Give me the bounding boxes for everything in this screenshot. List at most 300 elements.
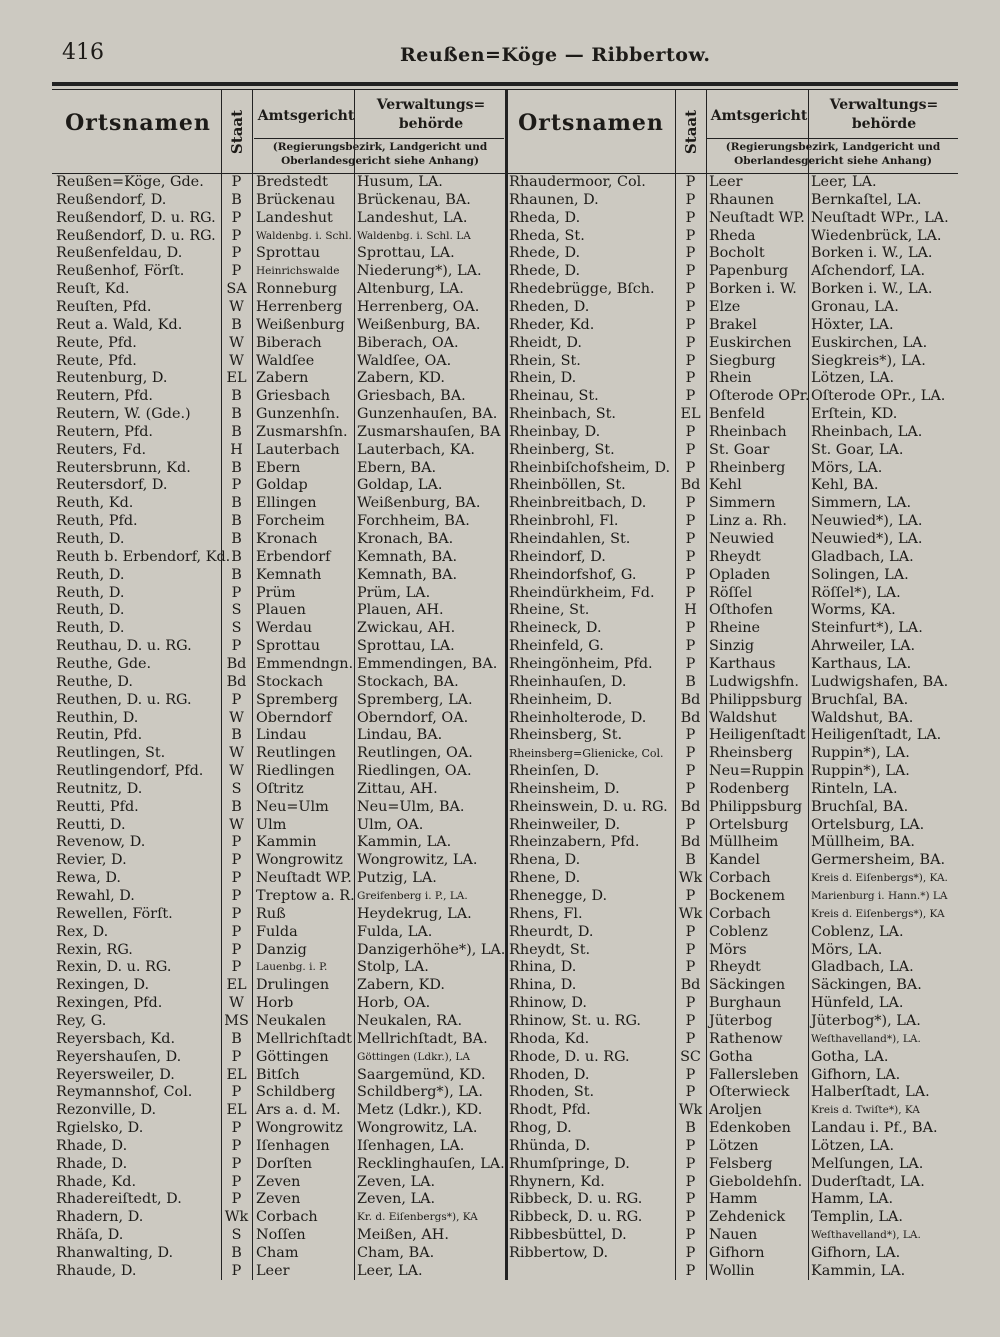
state-code: P (685, 352, 696, 369)
table-row (0, 1120, 1000, 1138)
verwaltungsbehoerde: Erſtein, KD. (811, 406, 898, 423)
state-code: P (685, 1245, 696, 1261)
verwaltungsbehoerde: Bernkaſtel, LA. (811, 191, 922, 208)
place-name: Reußendorf, D. u. RG. (56, 209, 216, 226)
state-code: P (685, 1173, 696, 1190)
table-row (0, 781, 1000, 799)
place-name: Reuſt, Kd. (56, 281, 130, 298)
table-row (0, 1049, 1000, 1067)
verwaltungsbehoerde: Zittau, AH. (357, 780, 438, 797)
place-name: Ribbertow, D. (509, 1245, 609, 1261)
verwaltungsbehoerde: Biberach, OA. (357, 334, 459, 351)
state-code: MS (224, 1012, 249, 1029)
amtsgericht: Oſterode OPr. (709, 388, 810, 405)
verwaltungsbehoerde: Zusmarshauſen, BA (357, 423, 501, 440)
place-name: Rhodt, Pfd. (509, 1102, 591, 1119)
state-code: W (229, 995, 244, 1012)
verwaltungsbehoerde: Neuwied*), LA. (811, 531, 923, 547)
verwaltungsbehoerde: Goldap, LA. (357, 477, 443, 494)
verwaltungsbehoerde: Hamm, LA. (811, 1191, 894, 1208)
amtsgericht: Rheydt (709, 959, 761, 976)
state-code: SA (226, 281, 247, 298)
place-name: Ribbesbüttel, D. (509, 1227, 627, 1244)
place-name: Reute, Pfd. (56, 352, 137, 369)
verwaltungsbehoerde: Rheinbach, LA. (811, 423, 923, 440)
state-code: P (685, 1137, 696, 1154)
place-name: Rheurdt, D. (509, 923, 594, 940)
state-code: EL (226, 1066, 247, 1083)
place-name: Rheinbay, D. (509, 423, 601, 440)
place-name: Rhoden, D. (509, 1066, 590, 1083)
state-code: W (229, 709, 244, 726)
table-row (0, 870, 1000, 888)
verwaltungsbehoerde: Siegkreis*), LA. (811, 352, 926, 369)
amtsgericht: Cham (256, 1245, 299, 1261)
header-staat-right-label: Staat (682, 109, 700, 155)
verwaltungsbehoerde: Cham, BA. (357, 1245, 435, 1261)
amtsgericht: Röſſel (709, 584, 753, 601)
table-row (0, 1209, 1000, 1227)
table-row (0, 674, 1000, 692)
amtsgericht: Gieboldehſn. (709, 1173, 803, 1190)
amtsgericht: Sinzig (709, 638, 755, 655)
verwaltungsbehoerde: Spremberg, LA. (357, 691, 473, 708)
place-name: Rhadereiſtedt, D. (56, 1191, 182, 1208)
table-row (0, 585, 1000, 603)
amtsgericht: Lauterbach (256, 441, 340, 458)
state-code: P (685, 923, 696, 940)
place-name: Rhinow, St. u. RG. (509, 1012, 641, 1029)
header-staat-right (677, 94, 705, 170)
amtsgericht: Lauenbg. i. P. (256, 961, 328, 974)
verwaltungsbehoerde: Neu=Ulm, BA. (357, 798, 465, 815)
place-name: Reutnitz, D. (56, 780, 143, 797)
verwaltungsbehoerde: Zwickau, AH. (357, 620, 456, 637)
verwaltungsbehoerde: Altenburg, LA. (357, 281, 464, 298)
header-note-left-line1: (Regierungsbezirk, Landgericht und (272, 141, 488, 153)
state-code: P (685, 334, 696, 351)
state-code: Wk (678, 870, 703, 887)
verwaltungsbehoerde: Gronau, LA. (811, 298, 899, 315)
place-name: Reyershauſen, D. (56, 1048, 182, 1065)
state-code: H (684, 602, 697, 619)
verwaltungsbehoerde: Steinfurt*), LA. (811, 620, 923, 637)
table-row (0, 906, 1000, 924)
state-code: P (685, 763, 696, 780)
amtsgericht: Fulda (256, 923, 298, 940)
place-name: Rhog, D. (509, 1120, 572, 1137)
amtsgericht: Ellingen (256, 495, 317, 512)
state-code: P (685, 370, 696, 387)
place-name: Reuth, D. (56, 620, 125, 637)
place-name: Rezonville, D. (56, 1102, 157, 1119)
table-row (0, 388, 1000, 406)
state-code: P (685, 1155, 696, 1172)
amtsgericht: Brückenau (256, 191, 336, 208)
header-staat-left-label: Staat (228, 109, 246, 155)
amtsgericht: Fallersleben (709, 1066, 799, 1083)
verwaltungsbehoerde: Sprottau, LA. (357, 638, 455, 655)
table-row (0, 1102, 1000, 1120)
state-code: Bd (226, 655, 247, 672)
state-code: P (685, 174, 696, 190)
amtsgericht: Oſthofen (709, 602, 773, 619)
table-row (0, 1263, 1000, 1281)
state-code: P (231, 1155, 242, 1172)
verwaltungsbehoerde: Plauen, AH. (357, 602, 444, 619)
amtsgericht: Säckingen (709, 977, 786, 994)
state-code: W (229, 745, 244, 762)
table-row (0, 513, 1000, 531)
verwaltungsbehoerde: Müllheim, BA. (811, 834, 915, 851)
place-name: Rhedebrügge, Bſch. (509, 281, 655, 298)
amtsgericht: Waldshut (709, 709, 777, 726)
verwaltungsbehoerde: Reutlingen, OA. (357, 745, 473, 762)
verwaltungsbehoerde: Gifhorn, LA. (811, 1066, 901, 1083)
place-name: Reuth, D. (56, 602, 125, 619)
table-row (0, 656, 1000, 674)
place-name: Reutti, Pfd. (56, 798, 139, 815)
place-name: Reuth, Kd. (56, 495, 134, 512)
state-code: Wk (678, 1102, 703, 1119)
amtsgericht: Wollin (709, 1262, 755, 1279)
amtsgericht: Dorſten (256, 1155, 312, 1172)
table-row (0, 888, 1000, 906)
verwaltungsbehoerde: Kehl, BA. (811, 477, 879, 494)
verwaltungsbehoerde: Saargemünd, KD. (357, 1066, 486, 1083)
place-name: Rheinfeld, G. (509, 638, 604, 655)
verwaltungsbehoerde: Gunzenhauſen, BA. (357, 406, 498, 423)
amtsgericht: Neuſtadt WP. (709, 209, 805, 226)
table-row (0, 406, 1000, 424)
state-code: P (685, 548, 696, 565)
amtsgericht: Zehdenick (709, 1209, 786, 1226)
state-code: B (231, 513, 242, 530)
place-name: Reutersdorf, D. (56, 477, 168, 494)
table-row (0, 1138, 1000, 1156)
table-row (0, 442, 1000, 460)
state-code: B (231, 1030, 242, 1047)
state-code: P (685, 1066, 696, 1083)
amtsgericht: Drulingen (256, 977, 330, 994)
place-name: Reutenburg, D. (56, 370, 168, 387)
verwaltungsbehoerde: Weſthavelland*), LA. (811, 1032, 921, 1045)
table-row (0, 692, 1000, 710)
state-code: Bd (680, 691, 701, 708)
state-code: P (231, 1048, 242, 1065)
place-name: Rewellen, Förſt. (56, 905, 173, 922)
verwaltungsbehoerde: Aſchendorf, LA. (811, 263, 926, 280)
table-row (0, 174, 1000, 192)
verwaltungsbehoerde: Brückenau, BA. (357, 191, 471, 208)
state-code: P (685, 1030, 696, 1047)
verwaltungsbehoerde: Stolp, LA. (357, 959, 429, 976)
table-row (0, 317, 1000, 335)
header-verwaltung-right (812, 96, 956, 134)
place-name: Rex, D. (56, 923, 109, 940)
verwaltungsbehoerde: Worms, KA. (811, 602, 896, 619)
verwaltungsbehoerde: Iſenhagen, LA. (357, 1137, 465, 1154)
amtsgericht: Göttingen (256, 1048, 329, 1065)
running-title: Reußen=Köge — Ribbertow. (400, 44, 711, 66)
table-row (0, 460, 1000, 478)
state-code: P (231, 174, 242, 190)
place-name: Rheda, D. (509, 209, 581, 226)
place-name: Rexingen, D. (56, 977, 150, 994)
place-name: Ribbeck, D. u. RG. (509, 1209, 643, 1226)
place-name: Rhünda, D. (509, 1137, 591, 1154)
place-name: Rhumſpringe, D. (509, 1155, 630, 1172)
amtsgericht: Treptow a. R. (256, 888, 355, 904)
place-name: Reutern, Pfd. (56, 388, 154, 405)
verwaltungsbehoerde: Wongrowitz, LA. (357, 1120, 478, 1137)
verwaltungsbehoerde: Ruppin*), LA. (811, 745, 910, 762)
amtsgericht: Gotha (709, 1048, 753, 1065)
header-verwaltung-left (358, 96, 504, 134)
verwaltungsbehoerde: Neukalen, RA. (357, 1012, 463, 1029)
amtsgericht: St. Goar (709, 441, 770, 458)
place-name: Rey, G. (56, 1012, 107, 1029)
state-code: P (685, 1262, 696, 1279)
verwaltungsbehoerde: Mörs, LA. (811, 459, 883, 476)
verwaltungsbehoerde: Solingen, LA. (811, 566, 909, 583)
table-row (0, 245, 1000, 263)
place-name: Rheinholterode, D. (509, 709, 647, 726)
place-name: Rhade, D. (56, 1155, 128, 1172)
table-row (0, 817, 1000, 835)
state-code: P (231, 834, 242, 851)
amtsgericht: Danzig (256, 941, 307, 958)
page-number: 416 (62, 40, 104, 65)
verwaltungsbehoerde: Weißenburg, BA. (357, 316, 481, 333)
place-name: Rhens, Fl. (509, 905, 583, 922)
header-ortsnamen-right: Ortsnamen (518, 110, 664, 136)
place-name: Rhein, D. (509, 370, 577, 387)
state-code: EL (680, 406, 701, 423)
state-code: P (685, 281, 696, 298)
amtsgericht: Sprottau (256, 245, 321, 262)
state-code: P (685, 816, 696, 833)
state-code: P (685, 727, 696, 744)
state-code: P (231, 227, 242, 244)
top-rule (52, 82, 958, 86)
state-code: P (685, 245, 696, 262)
state-code: EL (226, 1102, 247, 1119)
place-name: Rhenegge, D. (509, 888, 608, 904)
state-code: B (231, 531, 242, 547)
state-code: P (685, 209, 696, 226)
amtsgericht: Gifhorn (709, 1245, 765, 1261)
state-code: B (231, 191, 242, 208)
verwaltungsbehoerde: Kemnath, BA. (357, 548, 458, 565)
state-code: W (229, 334, 244, 351)
amtsgericht: Kehl (709, 477, 742, 494)
state-code: B (231, 495, 242, 512)
state-code: SC (680, 1048, 701, 1065)
place-name: Reuth b. Erbendorf, Kd. (56, 548, 231, 565)
place-name: Rheinau, St. (509, 388, 599, 405)
header-verwaltung-right-line1: Verwaltungs= (829, 97, 939, 113)
place-name: Rheindürkheim, Fd. (509, 584, 655, 601)
amtsgericht: Plauen (256, 602, 306, 619)
table-row (0, 299, 1000, 317)
place-name: Reymannshof, Col. (56, 1084, 193, 1101)
state-code: Bd (680, 709, 701, 726)
state-code: P (685, 745, 696, 762)
header-staat-left (223, 94, 251, 170)
state-code: P (685, 655, 696, 672)
state-code: B (231, 459, 242, 476)
state-code: P (685, 531, 696, 547)
amtsgericht: Ortelsburg (709, 816, 789, 833)
place-name: Rhein, St. (509, 352, 581, 369)
verwaltungsbehoerde: Rinteln, LA. (811, 780, 898, 797)
state-code: P (685, 620, 696, 637)
verwaltungsbehoerde: Weſthavelland*), LA. (811, 1229, 921, 1242)
table-row (0, 1031, 1000, 1049)
amtsgericht: Stockach (256, 673, 323, 690)
amtsgericht: Corbach (256, 1209, 318, 1226)
verwaltungsbehoerde: Greifenberg i. P., LA. (357, 890, 468, 902)
verwaltungsbehoerde: Lötzen, LA. (811, 370, 895, 387)
state-code: W (229, 298, 244, 315)
state-code: P (231, 1173, 242, 1190)
header-verwaltung-left-line1: Verwaltungs= (376, 97, 486, 113)
place-name: Reut a. Wald, Kd. (56, 316, 183, 333)
verwaltungsbehoerde: Stockach, BA. (357, 673, 459, 690)
table-row (0, 1013, 1000, 1031)
verwaltungsbehoerde: Danzigerhöhe*), LA. (357, 941, 506, 958)
state-code: P (231, 888, 242, 904)
amtsgericht: Hamm (709, 1191, 758, 1208)
place-name: Rheden, D. (509, 298, 590, 315)
verwaltungsbehoerde: Zabern, KD. (357, 977, 445, 994)
amtsgericht: Riedlingen (256, 763, 335, 780)
header-verwaltung-left-line2: behörde (398, 116, 464, 132)
place-name: Rheinheim, D. (509, 691, 613, 708)
verwaltungsbehoerde: Oſterode OPr., LA. (811, 388, 946, 405)
amtsgericht: Rhaunen (709, 191, 775, 208)
amtsgericht: Ronneburg (256, 281, 338, 298)
state-code: P (231, 245, 242, 262)
verwaltungsbehoerde: Weißenburg, BA. (357, 495, 481, 512)
amtsgericht: Leer (709, 174, 743, 190)
verwaltungsbehoerde: Kemnath, BA. (357, 566, 458, 583)
verwaltungsbehoerde: Metz (Ldkr.), KD. (357, 1102, 483, 1119)
state-code: P (231, 923, 242, 940)
amtsgericht: Jüterbog (709, 1012, 773, 1029)
place-name: Rheindorf, D. (509, 548, 606, 565)
state-code: B (231, 727, 242, 744)
state-code: Bd (226, 673, 247, 690)
state-code: P (685, 227, 696, 244)
amtsgericht: Kammin (256, 834, 317, 851)
state-code: EL (226, 977, 247, 994)
state-code: Bd (680, 834, 701, 851)
table-row (0, 370, 1000, 388)
table-row (0, 620, 1000, 638)
amtsgericht: Heiligenſtadt (709, 727, 806, 744)
amtsgericht: Wongrowitz (256, 852, 343, 869)
header-sub-rule-left (254, 138, 504, 139)
amtsgericht: Ebern (256, 459, 301, 476)
place-name: Reuth, D. (56, 584, 125, 601)
place-name: Reuthen, D. u. RG. (56, 691, 192, 708)
state-code: P (685, 459, 696, 476)
amtsgericht: Horb (256, 995, 294, 1012)
amtsgericht: Felsberg (709, 1155, 773, 1172)
verwaltungsbehoerde: Säckingen, BA. (811, 977, 922, 994)
state-code: P (231, 959, 242, 976)
state-code: P (231, 1191, 242, 1208)
verwaltungsbehoerde: Oberndorf, OA. (357, 709, 469, 726)
verwaltungsbehoerde: Bruchſal, BA. (811, 691, 909, 708)
place-name: Rhaunen, D. (509, 191, 599, 208)
table-row (0, 1067, 1000, 1085)
amtsgericht: Neukalen (256, 1012, 327, 1029)
verwaltungsbehoerde: Kreis d. Eiſenbergs*), KA. (811, 872, 948, 885)
state-code: P (685, 638, 696, 655)
amtsgericht: Rheda (709, 227, 756, 244)
verwaltungsbehoerde: Heydekrug, LA. (357, 905, 472, 922)
amtsgericht: Mörs (709, 941, 747, 958)
header-amtsgericht-left: Amtsgericht (257, 108, 355, 124)
amtsgericht: Lindau (256, 727, 307, 744)
place-name: Reuthe, D. (56, 673, 133, 690)
place-name: Rheine, St. (509, 602, 590, 619)
state-code: P (231, 1120, 242, 1137)
state-code: B (231, 423, 242, 440)
state-code: P (685, 495, 696, 512)
place-name: Reuthe, Gde. (56, 655, 152, 672)
place-name: Rhinow, D. (509, 995, 587, 1012)
amtsgericht: Linz a. Rh. (709, 513, 787, 530)
verwaltungsbehoerde: Emmendingen, BA. (357, 655, 498, 672)
amtsgericht: Brakel (709, 316, 757, 333)
amtsgericht: Burghaun (709, 995, 782, 1012)
amtsgericht: Landeshut (256, 209, 333, 226)
amtsgericht: Lötzen (709, 1137, 759, 1154)
amtsgericht: Noſſen (256, 1227, 306, 1244)
state-code: P (231, 1137, 242, 1154)
state-code: B (231, 798, 242, 815)
state-code: P (685, 423, 696, 440)
verwaltungsbehoerde: Ulm, OA. (357, 816, 424, 833)
place-name: Rhoden, St. (509, 1084, 595, 1101)
state-code: P (231, 209, 242, 226)
place-name: Rhäſa, D. (56, 1227, 124, 1244)
state-code: P (685, 263, 696, 280)
amtsgericht: Ars a. d. M. (256, 1102, 341, 1119)
verwaltungsbehoerde: St. Goar, LA. (811, 441, 904, 458)
state-code: P (685, 1209, 696, 1226)
state-code: Bd (680, 477, 701, 494)
verwaltungsbehoerde: Ludwigshafen, BA. (811, 673, 949, 690)
verwaltungsbehoerde: Schildberg*), LA. (357, 1084, 483, 1101)
place-name: Rewa, D. (56, 870, 121, 887)
amtsgericht: Goldap (256, 477, 308, 494)
amtsgericht: Rheinberg (709, 459, 786, 476)
place-name: Reyersweiler, D. (56, 1066, 175, 1083)
header-note-left (256, 140, 504, 168)
place-name: Rheinbrohl, Fl. (509, 513, 619, 530)
place-name: Rheinböllen, St. (509, 477, 626, 494)
amtsgericht: Aroljen (709, 1102, 762, 1119)
verwaltungsbehoerde: Karthaus, LA. (811, 655, 912, 672)
amtsgericht: Coblenz (709, 923, 768, 940)
table-row (0, 335, 1000, 353)
amtsgericht: Neuſtadt WP. (256, 870, 352, 887)
